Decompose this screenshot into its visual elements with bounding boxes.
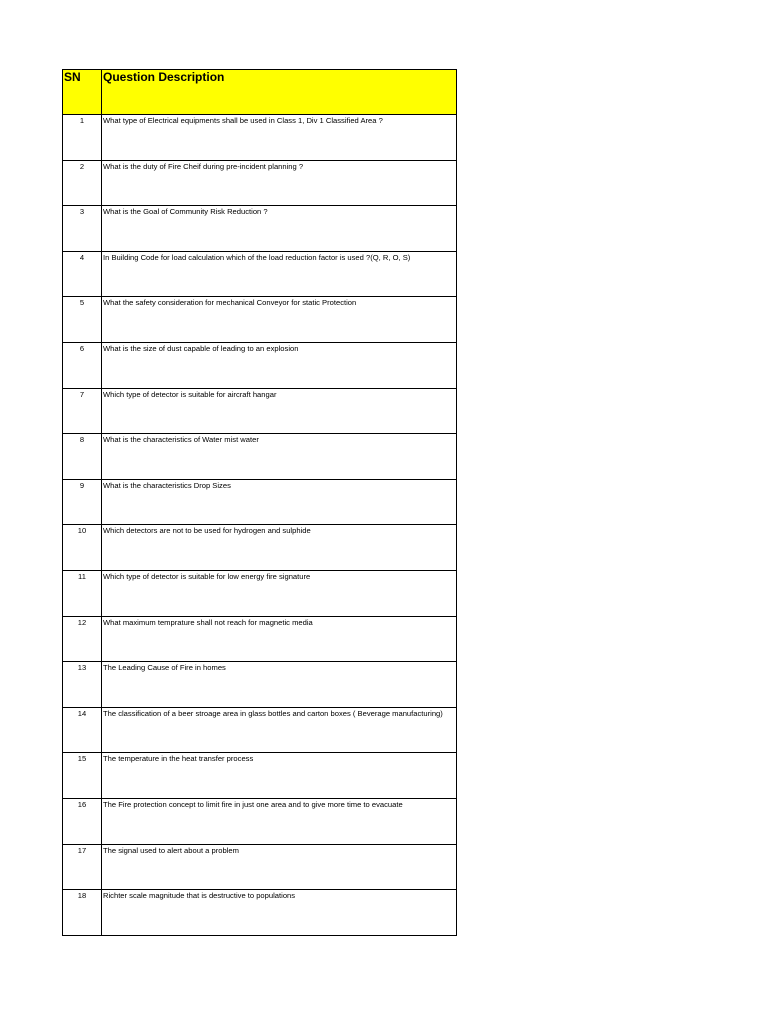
table-body — [63, 115, 457, 936]
question-sheet — [62, 69, 456, 936]
question-cell[interactable]: What is the characteristics Drop Sizes — [102, 479, 457, 525]
table-row — [63, 342, 457, 388]
table-row — [63, 251, 457, 297]
sn-cell[interactable]: 15 — [63, 753, 102, 799]
table-row — [63, 160, 457, 206]
sn-cell[interactable]: 3 — [63, 206, 102, 252]
table-row — [63, 479, 457, 525]
question-cell[interactable]: What the safety consideration for mechanical Conveyor for static Protection — [102, 297, 457, 343]
sn-cell[interactable]: 1 — [63, 115, 102, 161]
question-cell[interactable]: Which type of detector is suitable for aircraft hangar — [102, 388, 457, 434]
table-row — [63, 616, 457, 662]
question-cell[interactable]: The classification of a beer stroage area in glass bottles and carton boxes ( Beverage manufacturing) — [102, 707, 457, 753]
table-row — [63, 388, 457, 434]
question-cell[interactable]: What maximum temprature shall not reach for magnetic media — [102, 616, 457, 662]
question-cell[interactable]: Richter scale magnitude that is destructive to populations — [102, 890, 457, 936]
question-cell[interactable]: Which type of detector is suitable for low energy fire signature — [102, 570, 457, 616]
table-row — [63, 798, 457, 844]
question-cell[interactable]: What is the Goal of Community Risk Reduction ? — [102, 206, 457, 252]
table-row — [63, 662, 457, 708]
question-table — [62, 69, 457, 936]
question-cell[interactable]: Which detectors are not to be used for hydrogen and sulphide — [102, 525, 457, 571]
sn-cell[interactable]: 5 — [63, 297, 102, 343]
table-row — [63, 434, 457, 480]
table-row — [63, 707, 457, 753]
sn-cell[interactable]: 6 — [63, 342, 102, 388]
sn-cell[interactable]: 7 — [63, 388, 102, 434]
table-row — [63, 753, 457, 799]
table-row — [63, 206, 457, 252]
question-cell[interactable]: What is the size of dust capable of leading to an explosion — [102, 342, 457, 388]
table-row — [63, 890, 457, 936]
sn-cell[interactable]: 12 — [63, 616, 102, 662]
sn-cell[interactable]: 9 — [63, 479, 102, 525]
question-cell[interactable]: In Building Code for load calculation which of the load reduction factor is used ?(Q, R, O, S) — [102, 251, 457, 297]
header-row — [63, 70, 457, 115]
sn-cell[interactable]: 2 — [63, 160, 102, 206]
table-row — [63, 115, 457, 161]
sn-cell[interactable]: 17 — [63, 844, 102, 890]
sn-cell[interactable]: 18 — [63, 890, 102, 936]
sn-cell[interactable]: 11 — [63, 570, 102, 616]
question-cell[interactable]: The Fire protection concept to limit fire in just one area and to give more time to evacuate — [102, 798, 457, 844]
sn-cell[interactable]: 4 — [63, 251, 102, 297]
question-cell[interactable]: The Leading Cause of Fire in homes — [102, 662, 457, 708]
sn-cell[interactable]: 10 — [63, 525, 102, 571]
sn-cell[interactable]: 16 — [63, 798, 102, 844]
question-cell[interactable]: The signal used to alert about a problem — [102, 844, 457, 890]
question-cell[interactable]: What is the duty of Fire Cheif during pre-incident planning ? — [102, 160, 457, 206]
sn-cell[interactable]: 8 — [63, 434, 102, 480]
question-cell[interactable]: What type of Electrical equipments shall be used in Class 1, Div 1 Classified Area ? — [102, 115, 457, 161]
table-row — [63, 525, 457, 571]
sn-header[interactable]: SN — [63, 70, 102, 115]
sn-cell[interactable]: 13 — [63, 662, 102, 708]
table-row — [63, 570, 457, 616]
table-header — [63, 70, 457, 115]
table-row — [63, 844, 457, 890]
question-cell[interactable]: The temperature in the heat transfer process — [102, 753, 457, 799]
sn-cell[interactable]: 14 — [63, 707, 102, 753]
table-row — [63, 297, 457, 343]
question-cell[interactable]: What is the characteristics of Water mist water — [102, 434, 457, 480]
description-header[interactable]: Question Description — [102, 70, 457, 115]
